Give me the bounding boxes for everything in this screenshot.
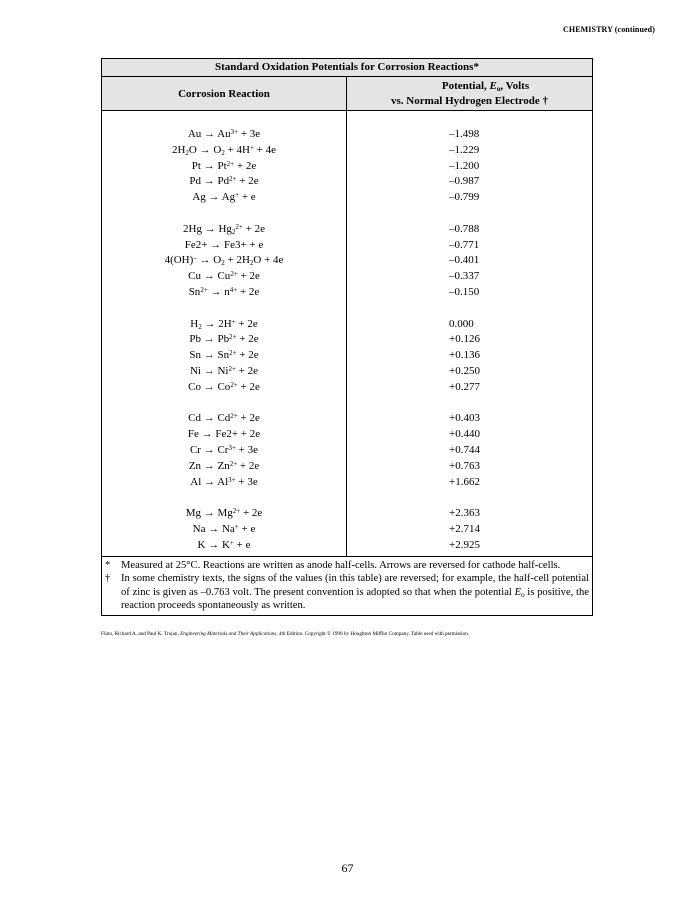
reaction-cell: Fe2+ → Fe3+ + e xyxy=(184,238,264,251)
potential-cell: +1.662 xyxy=(449,475,480,488)
reaction-cell: $Co \to Co^{2+} + 2e$ xyxy=(188,380,260,393)
footnote-text: Measured at 25°C. Reactions are written as anode half-cells. Arrows are reversed for cathode half-cells. xyxy=(121,559,561,571)
potential-cell: –0.771 xyxy=(449,238,480,251)
potential-cell: +2.925 xyxy=(449,538,480,551)
table-footnotes xyxy=(102,556,592,615)
column-header-reaction: Corrosion Reaction xyxy=(102,77,347,110)
reaction-cell: $4(OH)^- \to O_2 + 2H_2O + 4e$ xyxy=(164,254,284,268)
reaction-cell: $Pb \to Pb^{2+} + 2e$ xyxy=(189,333,259,346)
potential-cell: +0.763 xyxy=(449,459,480,472)
reaction-cell: K → K+ + e xyxy=(197,538,251,551)
page-number: 67 xyxy=(341,861,354,875)
footnote xyxy=(105,559,589,573)
footnote-mark: * xyxy=(105,559,111,571)
potential-cell: +0.744 xyxy=(449,443,480,456)
reaction-cell: Ag → Ag+ + e xyxy=(192,191,256,204)
footnote xyxy=(105,572,589,613)
table-title: Standard Oxidation Potentials for Corrosion Reactions* xyxy=(102,59,592,77)
reaction-cell: $2Hg \to Hg_2^{2+} + 2e$ xyxy=(183,222,265,236)
potential-cell: –0.337 xyxy=(449,270,480,283)
column-header-potential-line1: Potential, $E_o$, Volts xyxy=(441,79,530,93)
oxidation-potentials-table xyxy=(101,58,593,616)
reaction-cell: $Pt \to Pt^{2+} + 2e$ xyxy=(191,159,257,172)
potential-cell: –1.498 xyxy=(449,128,480,140)
potential-cell: –0.987 xyxy=(449,175,480,188)
reaction-cell: $Au \to Au^{3+} + 3e$ xyxy=(187,128,261,140)
reaction-cell: $2H_2O \to O_2 + 4H^+ + 4e$ xyxy=(171,143,277,157)
reaction-cell: $H_2 \to 2H^+ + 2e$ xyxy=(190,317,258,331)
reaction-cell: $Cr \to Cr^{3+} + 3e$ xyxy=(189,443,259,456)
reaction-cell: $Cu \to Cu^{2+} + 2e$ xyxy=(188,270,260,283)
reaction-cell: $Cd \to Cd^{2+} + 2e$ xyxy=(188,412,260,425)
reaction-cell: $Sn \to Sn^{2+} + 2e$ xyxy=(189,349,259,362)
source-citation: Flinn, Richard A. and Paul K. Trojan, Engineering Materials and Their Applications, 4th Edition. Copyright © 1990 by Houghton Mifflin Company. Table used with permission. xyxy=(101,631,470,637)
table-body xyxy=(102,111,592,556)
reaction-column xyxy=(102,111,347,556)
potential-cell: +0.403 xyxy=(449,412,480,425)
reaction-cell: $Ni \to Ni^{2+} + 2e$ xyxy=(189,364,259,377)
potential-cell: –1.229 xyxy=(449,143,480,156)
reaction-cell: $Mg \to Mg^{2+} + 2e$ xyxy=(185,507,263,520)
reaction-cell: $Pd \to Pd^{2+} + 2e$ xyxy=(189,175,259,188)
table-column-headers xyxy=(102,77,592,111)
potential-cell: +2.714 xyxy=(449,522,480,535)
reaction-cell: $Al \to Al^{3+} + 3e$ xyxy=(190,475,258,488)
potential-cell: +0.250 xyxy=(449,364,480,377)
reaction-cell: Fe → Fe2+ + 2e xyxy=(187,428,261,441)
reaction-cell: $Zn \to Zn^{2+} + 2e$ xyxy=(188,459,260,472)
potential-cell: +0.136 xyxy=(449,349,480,362)
running-header: CHEMISTRY (continued) xyxy=(563,25,655,34)
potential-cell: 0.000 xyxy=(449,317,474,330)
potential-cell: –0.788 xyxy=(449,222,480,235)
potential-cell: +2.363 xyxy=(449,507,480,520)
potential-cell: –0.799 xyxy=(449,191,480,204)
potential-cell: –1.200 xyxy=(449,159,480,172)
potential-cell: +0.126 xyxy=(449,333,480,346)
reaction-cell: Na → Na+ + e xyxy=(192,522,256,535)
column-header-potential xyxy=(347,77,592,110)
potential-cell: +0.440 xyxy=(449,428,480,441)
column-header-potential-line2: vs. Normal Hydrogen Electrode † xyxy=(391,94,548,107)
footnote-mark: † xyxy=(105,573,111,585)
potential-cell: –0.150 xyxy=(449,285,480,298)
potential-cell: –0.401 xyxy=(449,254,480,267)
potential-cell: +0.277 xyxy=(449,380,480,393)
reaction-cell: $Sn^{2+} \to n^{4+} + 2e$ xyxy=(188,285,260,298)
footnote-text: In some chemistry texts, the signs of the values (in this table) are reversed; for example, the half-cell potential of zinc is given as –0.763 volt. The present convention is adopted so that when the potential $E_o$ is positive, the reaction proceeds spontaneously as written. xyxy=(121,573,589,612)
potential-column xyxy=(347,111,592,556)
